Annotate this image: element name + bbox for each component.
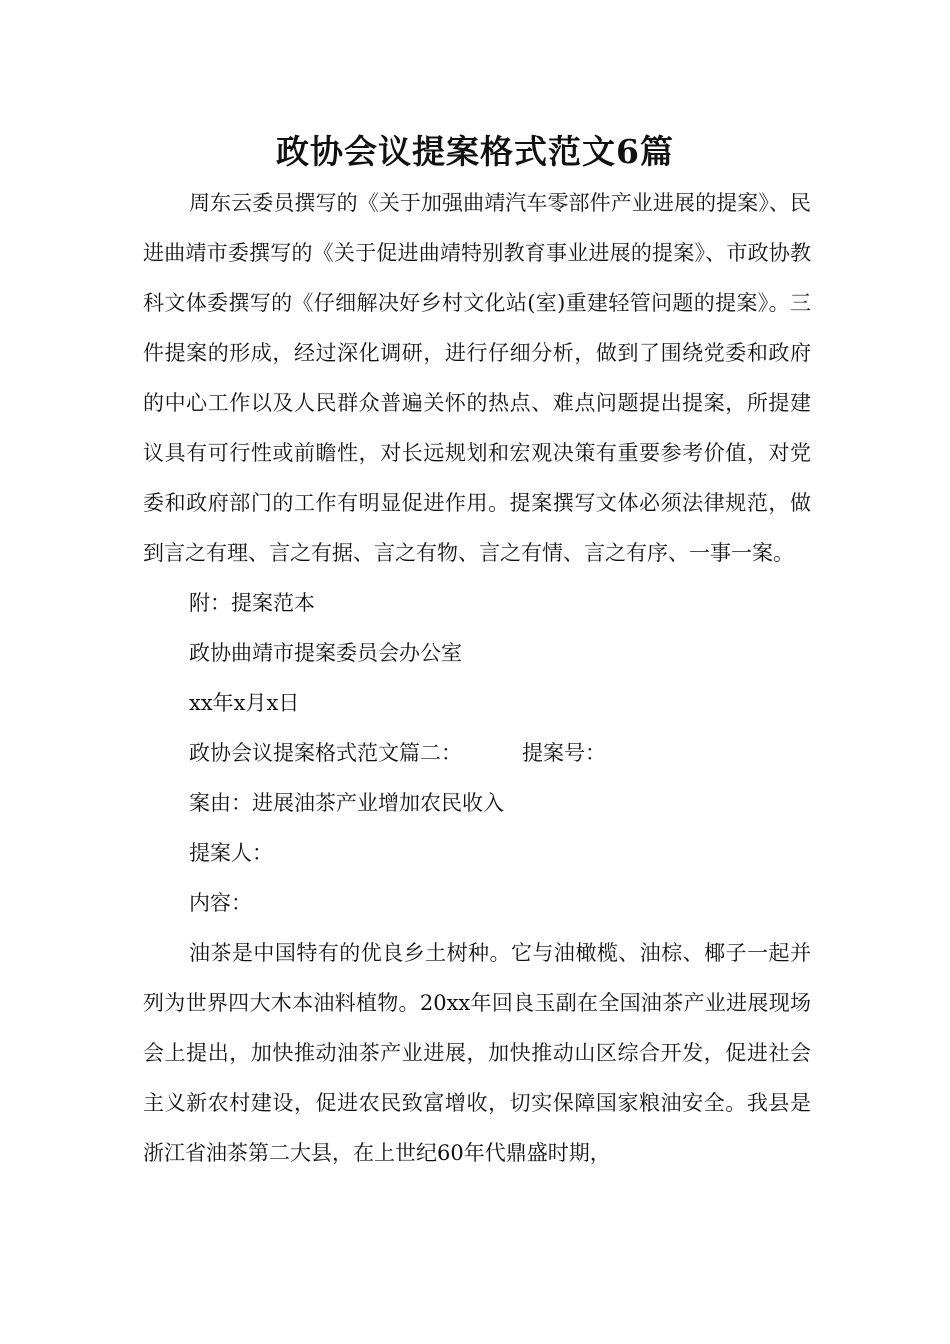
attachment-label: 附：提案范本	[189, 591, 315, 615]
document-body	[143, 178, 811, 1178]
section-two-title: 政协会议提案格式范文篇二：	[189, 741, 462, 765]
content-label: 内容：	[189, 891, 252, 915]
office-name: 政协曲靖市提案委员会办公室	[189, 641, 462, 665]
document-title: 政协会议提案格式范文6篇	[276, 132, 674, 171]
proposal-subject: 案由：进展油茶产业增加农民收入	[189, 791, 504, 815]
proposer-label: 提案人：	[189, 841, 273, 865]
content-paragraph: 油茶是中国特有的优良乡土树种。它与油橄榄、油棕、椰子一起并列为世界四大木本油料植物。20xx年回良玉副在全国油茶产业进展现场会上提出，加快推动油茶产业进展，加快推动山区综合开发，促进社会主义新农村建设，促进农民致富增收，切实保障国家粮油安全。我县是浙江省油茶第二大县，在上世纪60年代鼎盛时期，	[143, 941, 811, 1165]
intro-paragraph: 周东云委员撰写的《关于加强曲靖汽车零部件产业进展的提案》、民进曲靖市委撰写的《关于促进曲靖特别教育事业进展的提案》、市政协教科文体委撰写的《仔细解决好乡村文化站(室)重建轻管问题的提案》。三件提案的形成，经过深化调研，进行仔细分析，做到了围绕党委和政府的中心工作以及人民群众普遍关怀的热点、难点问题提出提案，所提建议具有可行性或前瞻性，对长远规划和宏观决策有重要参考价值，对党委和政府部门的工作有明显促进作用。提案撰写文体必须法律规范，做到言之有理、言之有据、言之有物、言之有情、言之有序、一事一案。	[143, 191, 811, 565]
proposal-number-label: 提案号：	[522, 741, 606, 765]
document-date: xx年x月x日	[189, 691, 300, 715]
section-two-heading-line	[143, 728, 811, 778]
